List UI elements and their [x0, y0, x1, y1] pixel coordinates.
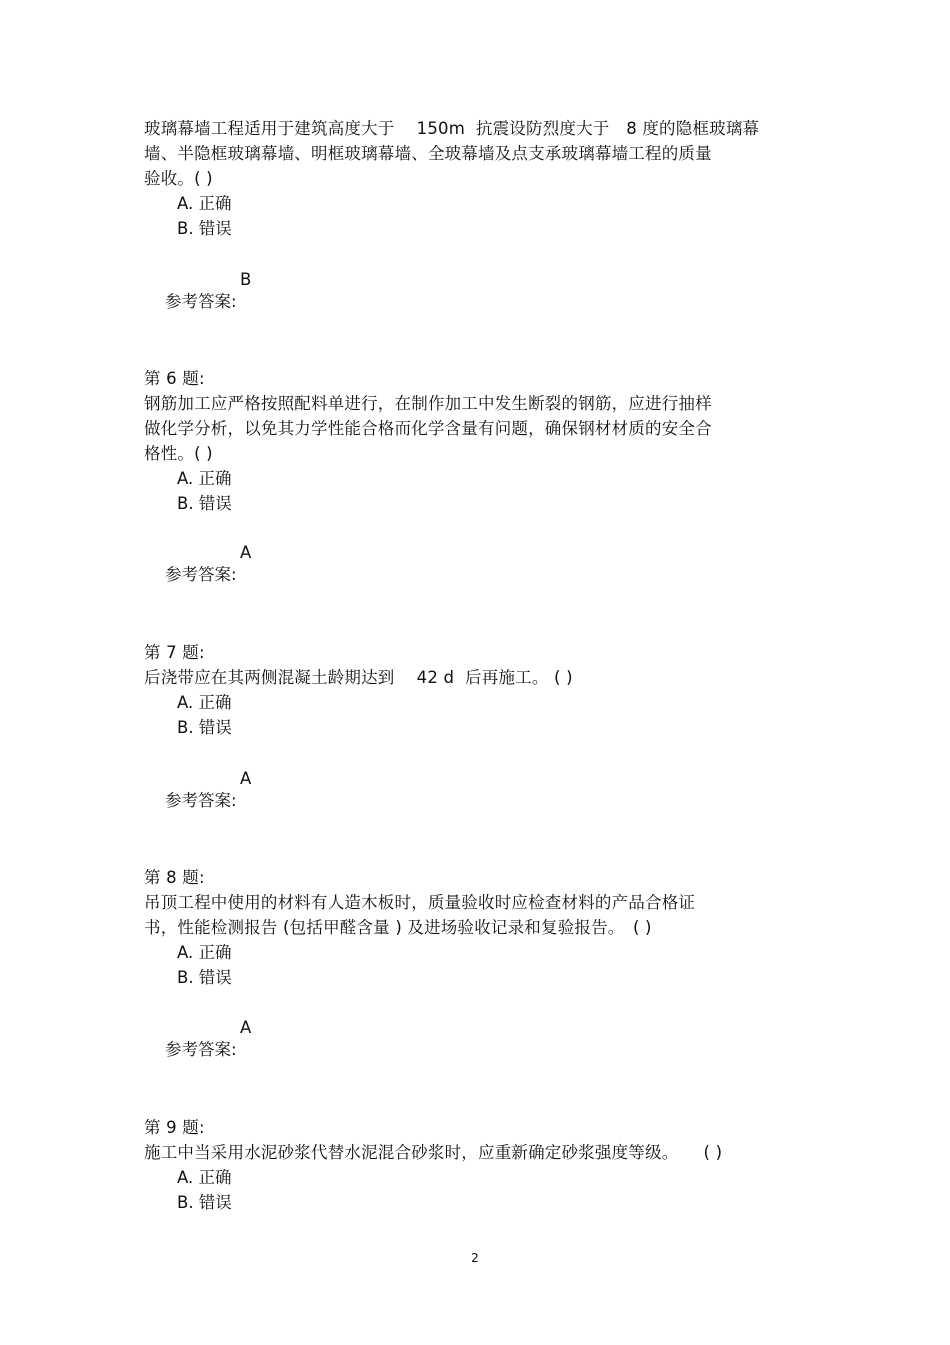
q8-option-a: A. 正确: [177, 943, 232, 962]
q9-stem-line-1: 施工中当采用水泥砂浆代替水泥混合砂浆时，应重新确定砂浆强度等级。 ( ): [144, 1143, 723, 1162]
q6-answer-label: 参考答案:: [164, 565, 237, 584]
q6-option-a: A. 正确: [177, 469, 232, 488]
q5-stem-line-3: 验收。( ): [144, 169, 213, 188]
q8-answer-label: 参考答案:: [164, 1040, 237, 1059]
q5-answer-label: 参考答案:: [164, 292, 237, 311]
q6-stem-line-2: 做化学分析，以免其力学性能合格而化学含量有问题，确保钢材材质的安全合: [144, 419, 712, 438]
q5-option-a: A. 正确: [177, 194, 232, 213]
q5-stem-line-1: 玻璃幕墙工程适用于建筑高度大于 150m 抗震设防烈度大于 8 度的隐框玻璃幕: [144, 119, 760, 138]
q5-option-b: B. 错误: [177, 219, 232, 238]
q8-option-b: B. 错误: [177, 968, 232, 987]
q8-stem-line-1: 吊顶工程中使用的材料有人造木板时，质量验收时应检查材料的产品合格证: [144, 893, 696, 912]
q7-number: 第 7 题:: [144, 643, 205, 662]
q7-option-b: B. 错误: [177, 718, 232, 737]
q7-answer-value: A: [240, 769, 252, 788]
q6-option-b: B. 错误: [177, 494, 232, 513]
q9-number: 第 9 题:: [144, 1118, 205, 1137]
q7-answer-label: 参考答案:: [164, 791, 237, 810]
q8-answer: [144, 1017, 252, 1105]
q8-number: 第 8 题:: [144, 868, 205, 887]
q6-stem-line-3: 格性。( ): [144, 444, 213, 463]
q5-answer: [144, 269, 252, 357]
q6-number: 第 6 题:: [144, 369, 205, 388]
q7-stem-line-1: 后浇带应在其两侧混凝土龄期达到 42 d 后再施工。 ( ): [144, 668, 573, 687]
q6-stem-line-1: 钢筋加工应严格按照配料单进行，在制作加工中发生断裂的钢筋，应进行抽样: [144, 394, 712, 413]
q6-answer-value: A: [240, 543, 252, 562]
q6-answer: [144, 542, 252, 630]
q9-option-b: B. 错误: [177, 1193, 232, 1212]
q7-answer: [144, 768, 252, 856]
q5-stem-line-2: 墙、半隐框玻璃幕墙、明框玻璃幕墙、全玻幕墙及点支承玻璃幕墙工程的质量: [144, 144, 712, 163]
q8-answer-value: A: [240, 1018, 252, 1037]
q8-stem-line-2: 书，性能检测报告 (包括甲醛含量 ) 及进场验收记录和复验报告。 ( ): [144, 918, 652, 937]
q5-answer-value: B: [240, 270, 252, 289]
page-number: 2: [471, 1251, 479, 1265]
q7-option-a: A. 正确: [177, 693, 232, 712]
q9-option-a: A. 正确: [177, 1168, 232, 1187]
